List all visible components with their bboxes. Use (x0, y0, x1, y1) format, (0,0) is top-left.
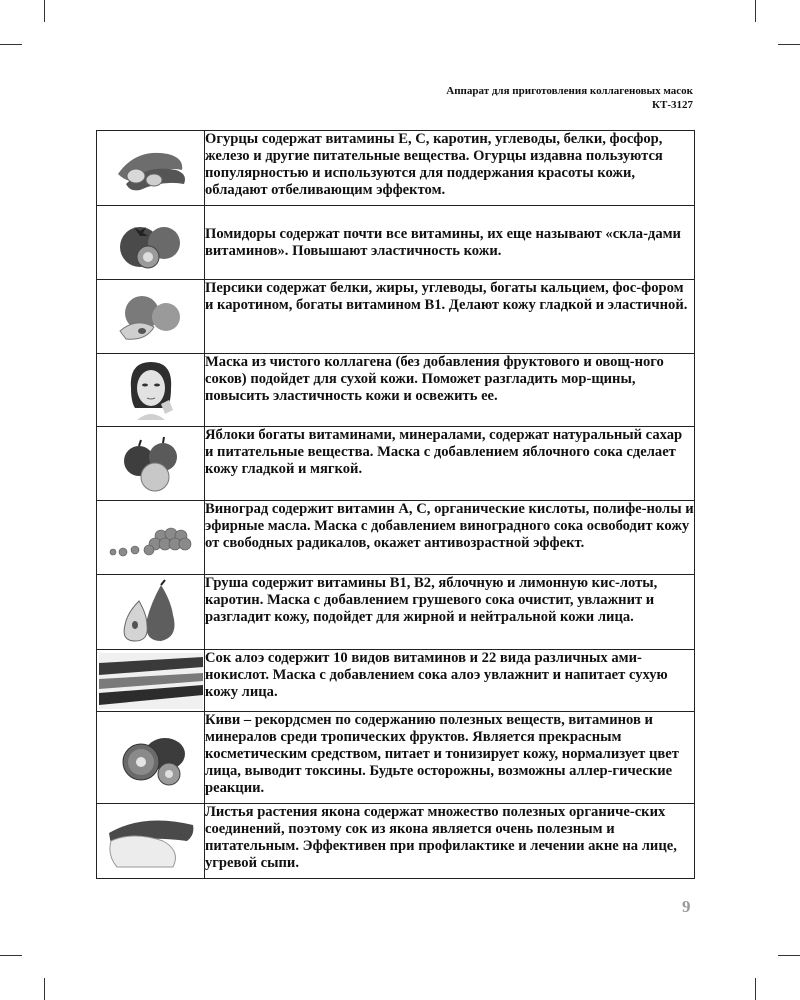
row-text: Маска из чистого коллагена (без добавления фруктового и овощ-ного соков) подойдет для сухой кожи. Поможет разгладить мор-щины, повысить эластичность кожи и освежить ее. (205, 354, 695, 427)
table-row (97, 575, 695, 650)
crop-mark (44, 978, 45, 1000)
crop-mark (0, 44, 22, 45)
grape-icon (105, 516, 197, 560)
ingredients-table (96, 130, 695, 879)
table-row (97, 280, 695, 354)
pear-icon (113, 579, 189, 645)
table-row (97, 427, 695, 501)
crop-mark (755, 978, 756, 1000)
woman-face-icon (121, 358, 181, 422)
header-title: Аппарат для приготовления коллагеновых масок (446, 85, 693, 97)
row-text: Груша содержит витамины В1, В2, яблочную и лимонную кис-лоты, каротин. Маска с добавлением грушевого сока очистит, увлажнит и разгладит кожу, подойдет для жирной и нейтральной кожи лица. (205, 575, 695, 650)
peach-icon (106, 287, 196, 347)
header-model: КТ-3127 (652, 99, 693, 111)
row-text: Помидоры содержат почти все витамины, их еще называют «скла-дами витаминов». Повышают эластичность кожи. (205, 206, 695, 280)
table-row (97, 804, 695, 879)
table-row (97, 206, 695, 280)
page-number: 9 (682, 897, 691, 916)
table-row (97, 131, 695, 206)
cucumber-icon (106, 140, 196, 196)
crop-mark (778, 955, 800, 956)
row-text: Огурцы содержат витамины Е, С, каротин, углеводы, белки, фосфор, железо и другие питательные вещества. Огурцы издавна пользуются популярностью и используются для поддержания красоты кожи, обладают отбеливающим эффектом. (205, 131, 695, 206)
crop-mark (44, 0, 45, 22)
table-row (97, 501, 695, 575)
kiwi-icon (107, 728, 195, 788)
crop-mark (755, 0, 756, 22)
table-row (97, 712, 695, 804)
row-text: Сок алоэ содержит 10 видов витаминов и 22 вида различных ами-нокислот. Маска с добавлением сока алоэ увлажнит и напитает сухую кожу лица. (205, 650, 695, 712)
apple-icon (111, 433, 191, 495)
table-row (97, 354, 695, 427)
crop-mark (0, 955, 22, 956)
table-row (97, 650, 695, 712)
yacon-icon (103, 811, 199, 871)
row-text: Персики содержат белки, жиры, углеводы, богаты кальцием, фос-фором и каротином, богаты витамином В1. Делают кожу гладкой и эластичной. (205, 280, 695, 354)
row-text: Листья растения якона содержат множество полезных органиче-ских соединений, поэтому сок из якона является очень полезным и питательным. Эффективен при профилактике и лечении акне на лице, угревой сыпи. (205, 804, 695, 879)
row-text: Яблоки богаты витаминами, минералами, содержат натуральный сахар и питательные вещества. Маска с добавлением яблочного сока сделает кожу гладкой и мягкой. (205, 427, 695, 501)
running-header (446, 84, 693, 112)
tomato-icon (106, 213, 196, 273)
row-text: Киви – рекордсмен по содержанию полезных веществ, витаминов и минералов среди тропических фруктов. Является прекрасным косметическим средством, питает и тонизирует кожу, нормализует цвет лица, выводит токсины. Будьте осторожны, возможны аллер-гические реакции. (205, 712, 695, 804)
aloe-icon (99, 653, 203, 709)
row-text: Виноград содержит витамин А, С, органические кислоты, полифе-нолы и эфирные масла. Маска с добавлением виноградного сока освободит кожу от свободных радикалов, окажет антивозрастной эффект. (205, 501, 695, 575)
crop-mark (778, 44, 800, 45)
